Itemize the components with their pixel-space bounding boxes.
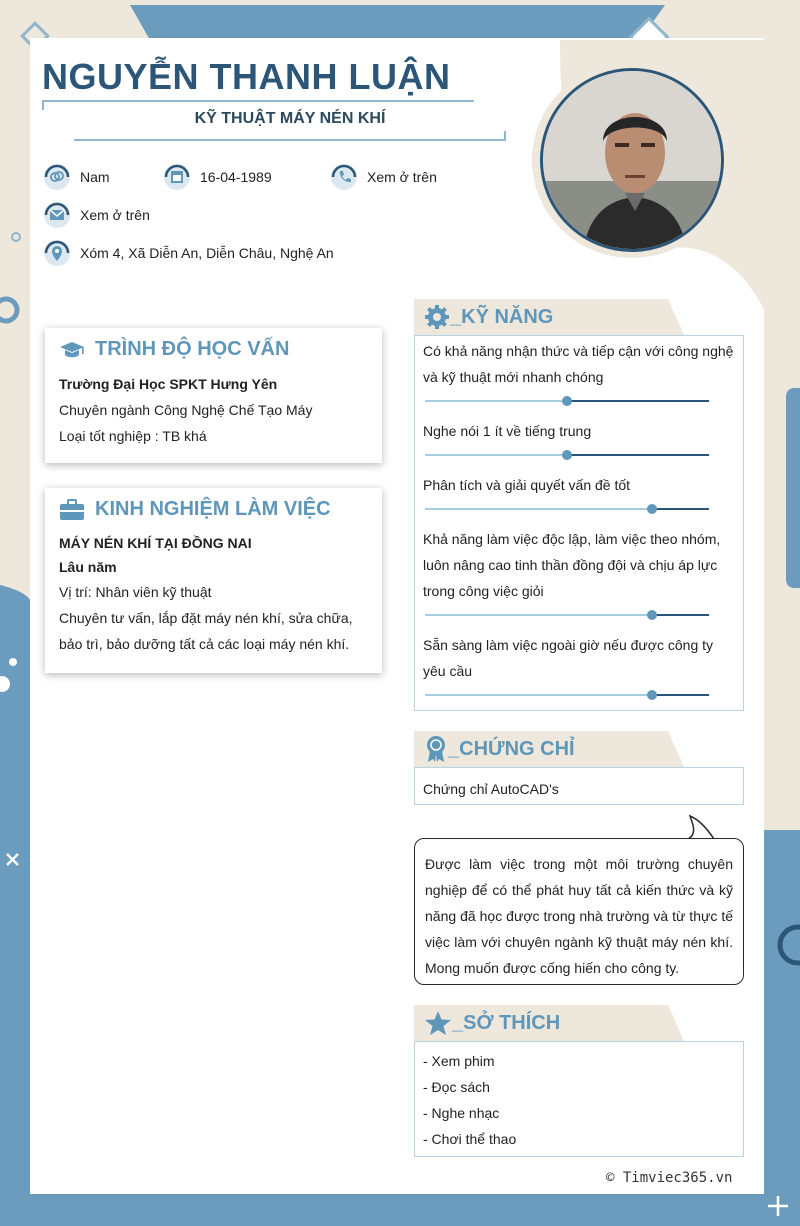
skill-level-fill [425, 614, 652, 616]
skill-label: Phân tích và giải quyết vấn đề tốt [423, 477, 631, 493]
skill-level-marker [562, 450, 572, 460]
hobby-item: - Đọc sách [423, 1079, 490, 1095]
skill-level-fill [425, 694, 652, 696]
skill-level-track [567, 400, 709, 402]
graduation-cap-icon [59, 340, 85, 360]
skill-level-fill [425, 454, 567, 456]
skill-label: Nghe nói 1 ít về tiếng trung [423, 423, 592, 439]
gender-row [42, 162, 110, 192]
skills-list [415, 338, 743, 696]
location-pin-icon [42, 238, 72, 268]
skill-level-bar [425, 614, 709, 616]
hobby-item: - Chơi thể thao [423, 1131, 517, 1147]
experience-card [45, 488, 382, 673]
phone-row [329, 162, 437, 192]
job-title: KỸ THUẬT MÁY NÉN KHÍ [194, 110, 386, 127]
phone-icon [329, 162, 359, 192]
skill-level-track [652, 614, 709, 616]
skill-level-bar [425, 508, 709, 510]
gender-icon [42, 162, 72, 192]
skill-level-track [652, 508, 709, 510]
education-card [45, 328, 382, 463]
award-ribbon-icon [424, 735, 448, 763]
skill-level-marker [562, 396, 572, 406]
hobbies-box [414, 1041, 744, 1157]
gender-value: Nam [80, 169, 110, 185]
briefcase-icon [59, 499, 85, 521]
education-major: Chuyên ngành Công Nghệ Chế Tạo Máy [59, 402, 313, 418]
skill-level-track [652, 694, 709, 696]
certificates-title: _CHỨNG CHỈ [448, 737, 575, 760]
address-value: Xóm 4, Xã Diễn An, Diễn Châu, Nghệ An [80, 245, 334, 261]
address-row [42, 238, 334, 268]
education-school: Trường Đại Học SPKT Hưng Yên [59, 376, 278, 392]
name-underline [42, 100, 474, 102]
experience-position: Vị trí: Nhân viên kỹ thuật [59, 584, 212, 600]
skill-level-marker [647, 610, 657, 620]
skills-title: _KỸ NĂNG [450, 305, 554, 328]
birthday-row [162, 162, 272, 192]
skills-box [414, 335, 744, 711]
hobbies-header [414, 1005, 684, 1041]
skill-level-bar [425, 454, 709, 456]
experience-description: Chuyên tư vấn, lắp đặt máy nén khí, sửa chữa, bảo trì, bảo dưỡng tất cả các loại máy nén khí. [59, 610, 353, 652]
email-icon [42, 200, 72, 230]
experience-duration: Lâu năm [59, 559, 117, 575]
phone-value: Xem ở trên [367, 169, 437, 185]
email-value: Xem ở trên [80, 207, 150, 223]
skill-label: Có khả năng nhận thức và tiếp cận với công nghệ và kỹ thuật mới nhanh chóng [423, 343, 734, 385]
hobby-item: - Xem phim [423, 1053, 495, 1069]
hobby-item: - Nghe nhạc [423, 1105, 500, 1121]
skill-label: Khả năng làm việc độc lập, làm việc theo nhóm, luôn nâng cao tinh thần đồng đội và chịu áp lực trong công việc giỏi [423, 531, 721, 599]
experience-company: MÁY NÉN KHÍ TẠI ĐỒNG NAI [59, 535, 252, 551]
job-underline [74, 139, 506, 141]
skill-level-marker [647, 504, 657, 514]
skill-level-bar [425, 400, 709, 402]
profile-photo [532, 62, 732, 258]
skill-level-fill [425, 400, 567, 402]
gear-icon [424, 304, 450, 330]
star-icon [424, 1010, 452, 1036]
skill-level-marker [647, 690, 657, 700]
hobbies-title: _SỞ THÍCH [452, 1011, 561, 1034]
skill-level-track [567, 454, 709, 456]
skills-header [414, 299, 684, 335]
skill-level-fill [425, 508, 652, 510]
calendar-icon [162, 162, 192, 192]
speech-bubble-tail [686, 814, 718, 840]
candidate-name: NGUYỄN THANH LUẬN [42, 56, 451, 97]
brand-watermark: © Timviec365.vn [606, 1170, 733, 1186]
certificates-box [414, 767, 744, 805]
career-objective: Được làm việc trong một môi trường chuyên nghiệp để có thể phát huy tất cả kiến thức và kỹ năng đã học được trong nhà trường và từ thực tế việc làm với chuyên ngành kỹ thuật máy nén khí. Mong muốn được cống hiến cho công ty. [414, 838, 744, 985]
education-title: TRÌNH ĐỘ HỌC VẤN [95, 338, 290, 360]
certificate-item: Chứng chỉ AutoCAD's [423, 781, 559, 797]
certificates-header [414, 731, 684, 767]
education-grade: Loại tốt nghiệp : TB khá [59, 428, 207, 444]
email-row [42, 200, 150, 230]
skill-level-bar [425, 694, 709, 696]
skill-label: Sẵn sàng làm việc ngoài giờ nếu được công ty yêu cầu [423, 637, 714, 679]
portrait-image [543, 71, 724, 252]
experience-title: KINH NGHIỆM LÀM VIỆC [95, 498, 331, 520]
birthday-value: 16-04-1989 [200, 169, 272, 185]
